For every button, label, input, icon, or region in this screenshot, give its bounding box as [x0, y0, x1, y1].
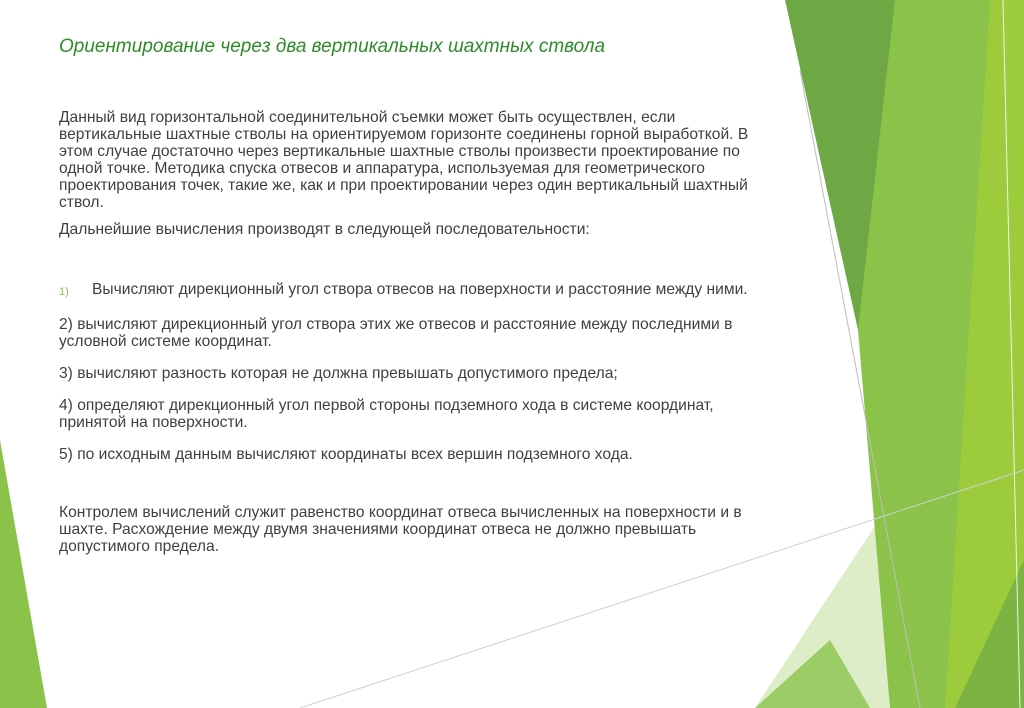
lead-paragraph: Дальнейшие вычисления производят в следующей последовательности: [59, 221, 590, 238]
slide-content [59, 109, 779, 555]
control-paragraph: Контролем вычислений служит равенство координат отвеса вычисленных на поверхности и в шахте. Расхождение между двумя значениями координат отвеса не должно превышать допустимого предела. [59, 504, 742, 555]
step-1-marker: 1) [59, 286, 69, 298]
step-1-text: Вычисляют дирекционный угол створа отвесов на поверхности и расстояние между ними. [92, 281, 748, 298]
step-5-item: 5) по исходным данным вычисляют координаты всех вершин подземного хода. [59, 446, 633, 463]
step-3-item: 3) вычисляют разность которая не должна превышать допустимого предела; [59, 365, 618, 382]
step-2-item: 2) вычисляют дирекционный угол створа этих же отвесов и расстояние между последними в условной системе координат. [59, 316, 733, 350]
step-1-item [59, 281, 779, 301]
step-4-item: 4) определяют дирекционный угол первой стороны подземного хода в системе координат, принятой на поверхности. [59, 397, 714, 431]
slide-title: Ориентирование через два вертикальных шахтных ствола [59, 36, 606, 57]
left-green-shape [0, 440, 47, 708]
intro-paragraph: Данный вид горизонтальной соединительной съемки может быть осуществлен, если вертикальные шахтные стволы на ориентируемом горизонте соединены горной выработкой. В этом случае достаточно через вертикальные шахтные стволы произвести проектирование по одной точке. Методика спуска отвесов и аппаратура, используемая для геометрического проектирования точек, такие же, как и при проектировании через один вертикальный шахтный ствол. [59, 109, 749, 211]
